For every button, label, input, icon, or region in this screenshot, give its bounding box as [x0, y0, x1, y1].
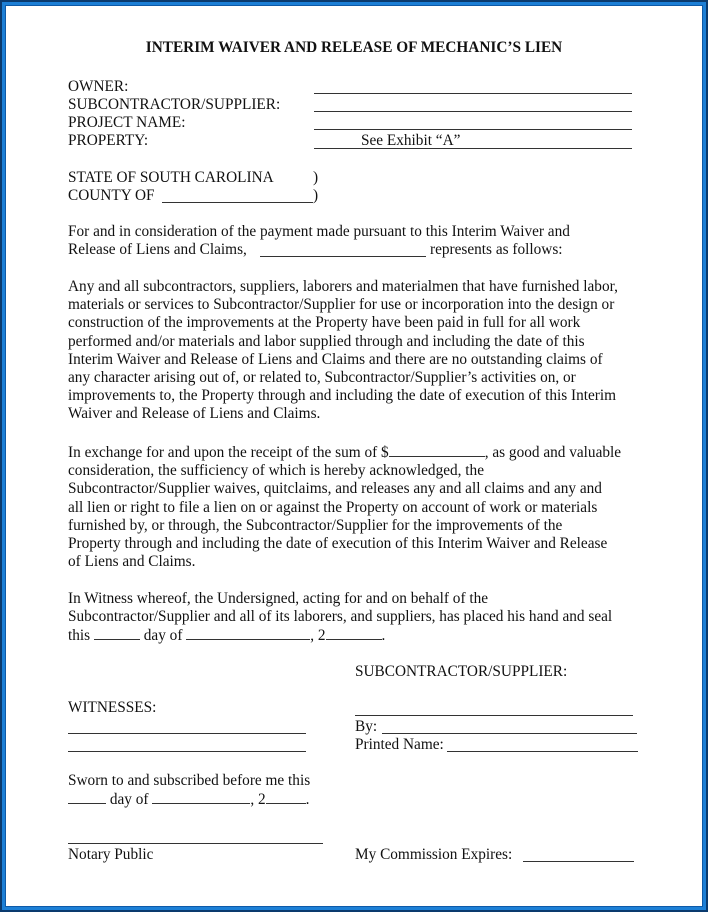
- witnesses-label: WITNESSES:: [68, 699, 157, 716]
- subcontractor-field[interactable]: [314, 111, 632, 112]
- year-prefix: , 2: [310, 627, 326, 645]
- state-paren: ): [313, 169, 319, 186]
- exchange-line: Subcontractor/Supplier waives, quitclaims, and releases any and all claims and any and: [68, 480, 602, 498]
- notary-date-line: [68, 790, 309, 809]
- project-name-label: PROJECT NAME:: [68, 114, 186, 131]
- owner-field[interactable]: [314, 93, 632, 94]
- release-line: construction of the improvements at the Property have been paid in full for all work: [68, 314, 581, 332]
- witness-date-line: [68, 626, 648, 645]
- witness-line: Subcontractor/Supplier and all of its laborers, and suppliers, has placed his hand and seal: [68, 608, 613, 626]
- property-label: PROPERTY:: [68, 132, 149, 149]
- party-name-field[interactable]: [260, 256, 426, 257]
- release-line: Waiver and Release of Liens and Claims.: [68, 405, 321, 423]
- exchange-line: consideration, the sufficiency of which is hereby acknowledged, the: [68, 462, 484, 480]
- release-paragraph: [68, 278, 648, 424]
- period: .: [381, 627, 386, 645]
- exchange-line-1: [68, 443, 648, 462]
- exchange-suffix: , as good and valuable: [484, 444, 622, 461]
- exchange-line: Property through and including the date of execution of this Interim Waiver and Release: [68, 535, 608, 553]
- notary-day-field[interactable]: [68, 790, 106, 804]
- commission-expires-field[interactable]: [523, 861, 634, 862]
- release-line: materials or services to Subcontractor/Supplier for use or incorporation into the design or: [68, 296, 615, 314]
- this-text: this: [68, 627, 91, 645]
- by-label: By:: [355, 718, 378, 735]
- witness-month-field[interactable]: [186, 626, 310, 640]
- owner-label: OWNER:: [68, 78, 129, 95]
- witness-1-signature-line[interactable]: [68, 733, 306, 734]
- notary-signature-line[interactable]: [68, 843, 323, 844]
- release-line: Any and all subcontractors, suppliers, laborers and materialmen that have furnished labor,: [68, 278, 618, 295]
- notary-year-prefix: , 2: [250, 791, 266, 808]
- notary-year-field[interactable]: [266, 790, 306, 804]
- notary-day-of-text: day of: [109, 791, 149, 808]
- witness-year-field[interactable]: [326, 626, 382, 640]
- day-of-text: day of: [143, 627, 183, 645]
- sum-amount-field[interactable]: [389, 443, 485, 457]
- release-line: Interim Waiver and Release of Liens and Claims and there are no outstanding claims of: [68, 350, 603, 368]
- witness-2-signature-line[interactable]: [68, 751, 306, 752]
- county-paren: ): [313, 187, 319, 204]
- notary-public-label: Notary Public: [68, 846, 154, 863]
- exchange-line: of Liens and Claims.: [68, 553, 196, 571]
- subcontractor-heading: SUBCONTRACTOR/SUPPLIER:: [355, 663, 568, 680]
- property-value: See Exhibit “A”: [361, 132, 461, 149]
- printed-name-line[interactable]: [447, 751, 638, 752]
- county-field[interactable]: [162, 202, 313, 203]
- project-name-field[interactable]: [314, 129, 632, 130]
- release-line: performed and/or materials and labor supplied through and including the date of this: [68, 332, 585, 350]
- consideration-line2-prefix: Release of Liens and Claims,: [68, 241, 247, 258]
- company-signature-line[interactable]: [355, 715, 633, 716]
- state-line: STATE OF SOUTH CAROLINA: [68, 169, 274, 186]
- consideration-line1: For and in consideration of the payment made pursuant to this Interim Waiver and: [68, 223, 570, 240]
- by-signature-line[interactable]: [382, 733, 637, 734]
- exchange-prefix: In exchange for and upon the receipt of the sum of $: [68, 444, 389, 461]
- sworn-line: Sworn to and subscribed before me this: [68, 772, 311, 789]
- county-label: COUNTY OF: [68, 187, 155, 204]
- witness-line: In Witness whereof, the Undersigned, acting for and on behalf of the: [68, 590, 489, 607]
- subcontractor-label: SUBCONTRACTOR/SUPPLIER:: [68, 96, 281, 113]
- notary-period: .: [305, 791, 310, 808]
- consideration-line2-suffix: represents as follows:: [430, 241, 563, 258]
- exchange-line: furnished by, or through, the Subcontractor/Supplier for the improvements of the: [68, 516, 563, 534]
- printed-name-label: Printed Name:: [355, 736, 444, 753]
- release-line: any character arising out of, or related to, Subcontractor/Supplier’s activities on, or: [68, 369, 576, 387]
- release-line: improvements to, the Property through and including the date of execution of this Interim: [68, 387, 617, 405]
- commission-expires-label: My Commission Expires:: [355, 846, 513, 863]
- witness-day-field[interactable]: [94, 626, 140, 640]
- exchange-line: all lien or right to file a lien on or against the Property on account of work or materials: [68, 498, 598, 516]
- notary-month-field[interactable]: [152, 790, 250, 804]
- document-title: INTERIM WAIVER AND RELEASE OF MECHANIC’S LIEN: [145, 39, 563, 56]
- exchange-paragraph: [68, 443, 648, 571]
- witness-paragraph: [68, 590, 648, 646]
